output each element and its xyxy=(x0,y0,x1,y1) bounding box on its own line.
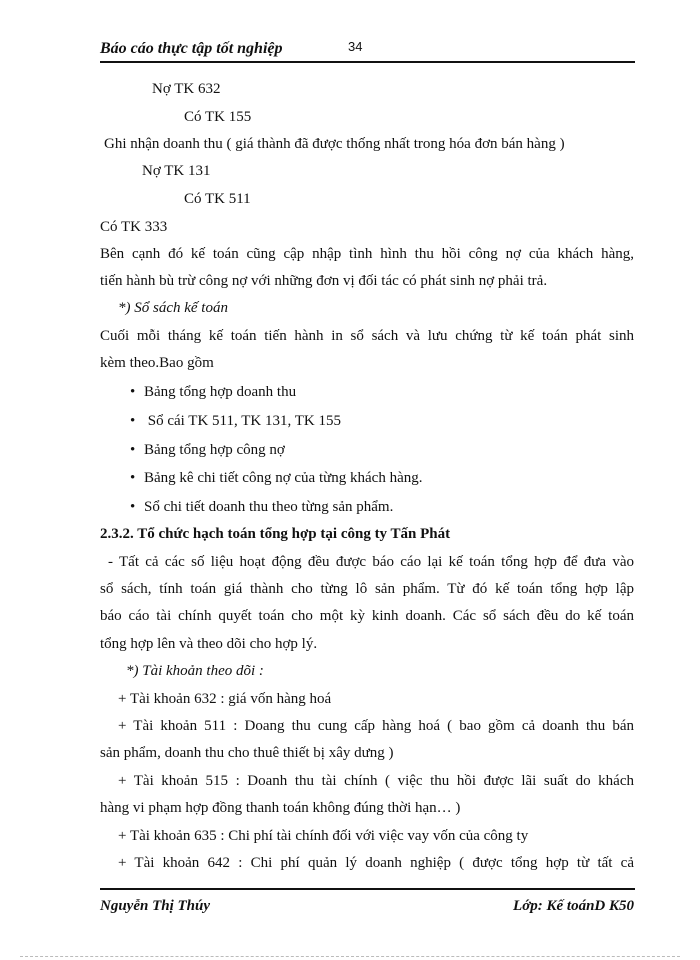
paragraph-line: Bên cạnh đó kế toán cũng cập nhập tình hình thu hồi công nợ của khách hàng, xyxy=(100,246,634,262)
section-heading: 2.3.2. Tổ chức hạch toán tổng hợp tại công ty Tấn Phát xyxy=(100,526,451,542)
footer-author: Nguyễn Thị Thúy xyxy=(100,898,211,914)
list-item xyxy=(130,468,422,488)
account-item-cont: sản phẩm, doanh thu cho thuê thiết bị xây dưng ) xyxy=(100,745,394,761)
section-subheading: *) Sổ sách kế toán xyxy=(118,300,228,316)
list-item xyxy=(130,411,341,431)
bullet-icon: • xyxy=(130,442,136,458)
list-item-text: Sổ chi tiết doanh thu theo từng sản phẩm. xyxy=(144,499,394,515)
entry-credit-155: Có TK 155 xyxy=(184,109,252,125)
paragraph-line: tiến hành bù trừ công nợ với những đơn vị đối tác có phát sinh nợ phải trả. xyxy=(100,273,548,289)
list-item xyxy=(130,440,285,460)
account-item: + Tài khoản 632 : giá vốn hàng hoá xyxy=(118,691,332,707)
list-item-text: Bảng tổng hợp doanh thu xyxy=(144,384,297,400)
footer-rule xyxy=(100,888,635,890)
list-item xyxy=(130,382,296,402)
header-title: Báo cáo thực tập tốt nghiệp xyxy=(100,40,283,57)
revenue-note: Ghi nhận doanh thu ( giá thành đã được thống nhất trong hóa đơn bán hàng ) xyxy=(104,136,565,152)
paragraph-line: sổ sách, tính toán giá thành cho từng lô sản phẩm. Từ đó kế toán tổng hợp lập xyxy=(100,581,634,597)
account-item-cont: hàng vi phạm hợp đồng thanh toán không đúng thời hạn… ) xyxy=(100,800,461,816)
page-number: 34 xyxy=(348,39,363,54)
account-item: + Tài khoản 515 : Doanh thu tài chính ( việc thu hồi được lãi suất do khách xyxy=(118,773,634,789)
footer-class: Lớp: Kế toánD K50 xyxy=(513,898,634,914)
list-item-text: Sổ cái TK 511, TK 131, TK 155 xyxy=(144,413,341,429)
account-item: + Tài khoản 642 : Chi phí quản lý doanh nghiệp ( được tổng hợp từ tất cả xyxy=(118,855,634,871)
bullet-icon: • xyxy=(130,384,136,400)
list-item xyxy=(130,497,393,517)
page-break-divider xyxy=(20,956,680,957)
bullet-icon: • xyxy=(130,499,136,515)
paragraph-line: - Tất cả các số liệu hoạt động đều được báo cáo lại kế toán tổng hợp để đưa vào xyxy=(108,554,634,570)
paragraph-line: Cuối mỗi tháng kế toán tiến hành in sổ sách và lưu chứng từ kế toán phát sinh xyxy=(100,328,634,344)
paragraph-line: kèm theo.Bao gồm xyxy=(100,355,214,371)
bullet-icon: • xyxy=(130,470,136,486)
entry-debit-632: Nợ TK 632 xyxy=(152,81,221,97)
entry-credit-333: Có TK 333 xyxy=(100,219,168,235)
list-item-text: Bảng kê chi tiết công nợ của từng khách hàng. xyxy=(144,470,423,486)
list-item-text: Bảng tổng hợp công nợ xyxy=(144,442,285,458)
account-item: + Tài khoản 511 : Doang thu cung cấp hàng hoá ( bao gồm cả doanh thu bán xyxy=(118,718,634,734)
page-header xyxy=(100,38,634,62)
entry-debit-131: Nợ TK 131 xyxy=(142,163,211,179)
paragraph-line: báo cáo tài chính quyết toán cho một kỳ kinh doanh. Các sổ sách đều do kế toán xyxy=(100,608,634,624)
header-rule xyxy=(100,61,635,63)
entry-credit-511: Có TK 511 xyxy=(184,191,251,207)
bullet-icon: • xyxy=(130,413,136,429)
paragraph-line: tổng hợp lên và theo dõi cho hợp lý. xyxy=(100,636,318,652)
section-subheading: *) Tài khoản theo dõi : xyxy=(126,663,264,679)
account-item: + Tài khoản 635 : Chi phí tài chính đối với việc vay vốn của công ty xyxy=(118,828,529,844)
